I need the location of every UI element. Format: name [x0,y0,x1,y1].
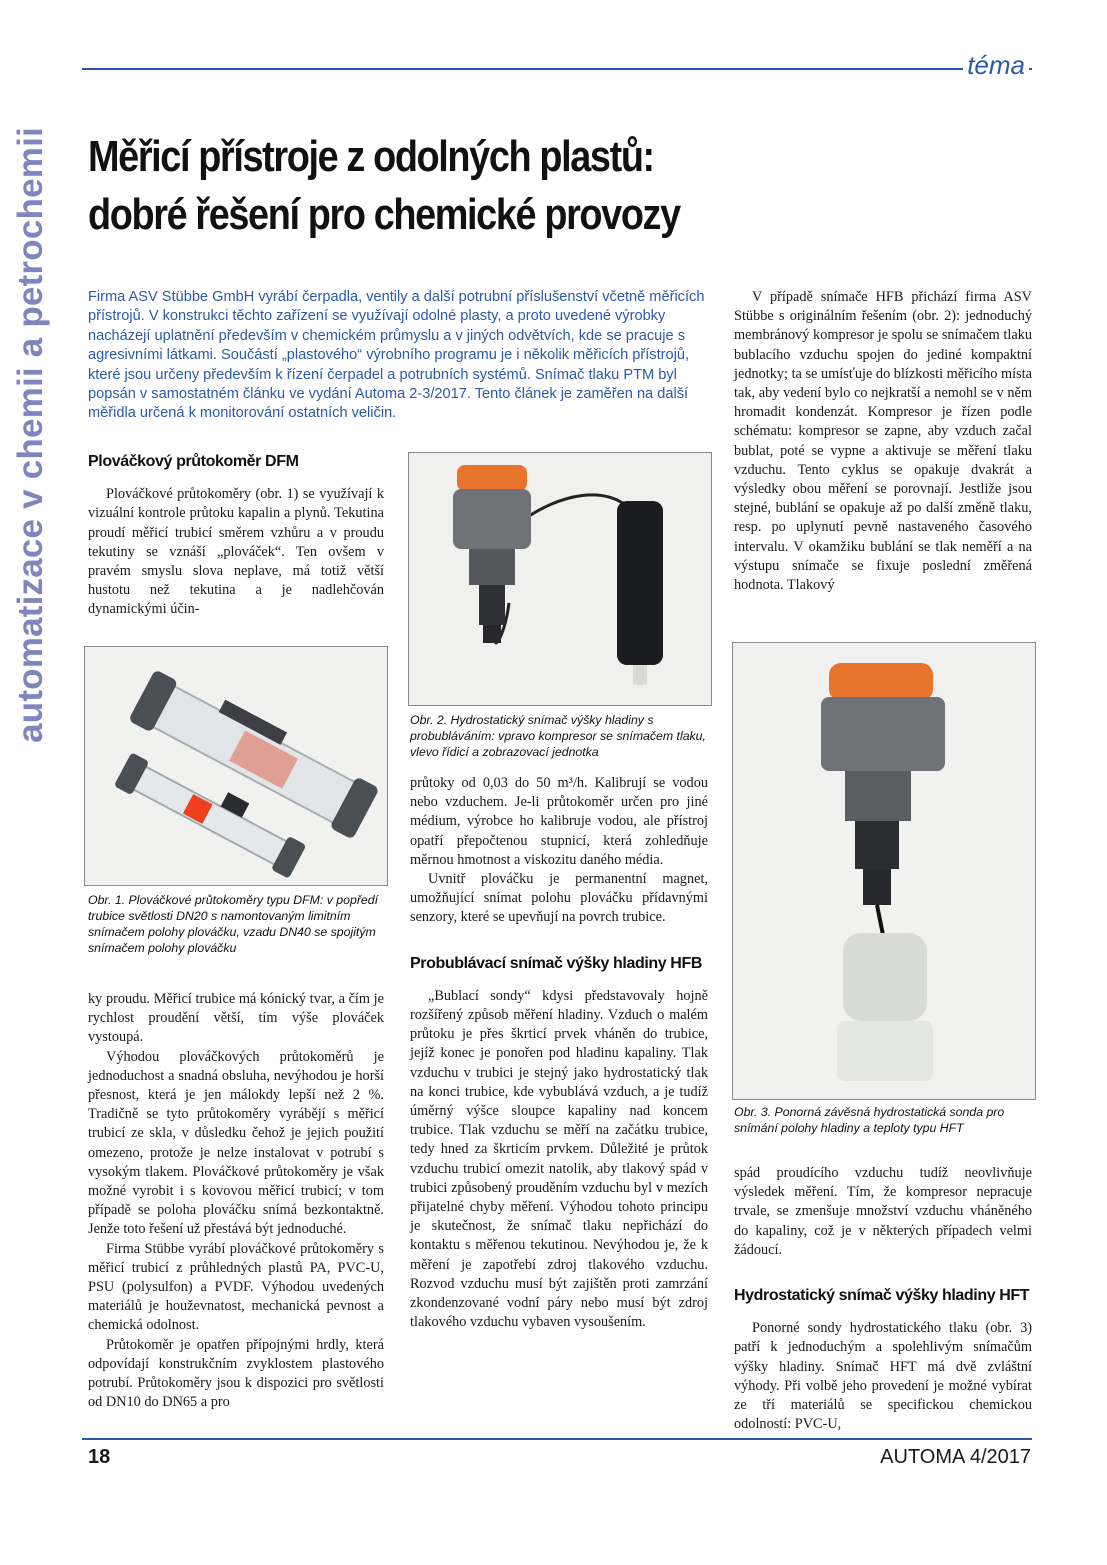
paragraph: Ponorné sondy hydrostatického tlaku (obr. 3) patří k jednoduchým a spolehlivým snímačům výšky hladiny. Snímač HFT má dvě zvláštní výhody. Při volbě jeho provedení je možné vybírat ze tří materiálů se specifickou chemickou odolností: PVC-U, [734,1320,1032,1433]
figure-1-photo [84,646,388,886]
section-label: téma [963,50,1029,81]
heading-dfm: Plováčkový průtokoměr DFM [88,453,299,470]
figure-3-caption: Obr. 3. Ponorná závěsná hydrostatická sonda pro snímání polohy hladiny a teploty typu HFT [734,1105,1005,1135]
lead-paragraph: Firma ASV Stübbe GmbH vyrábí čerpadla, ventily a další potrubní příslušenství včetně měřicích přístrojů. V konstrukci těchto zařízení se využívají odolné plasty, a proto uvedené výrobky nacházejí uplatnění především v chemickém průmyslu a v jiných odvětvích, kde se pracuje s agresivními látkami. Součástí „plastového“ výrobního programu je i několik měřicích přístrojů, které jsou určeny především k řízení čerpadel a potrubních systémů. Snímač tlaku PTM byl popsán v samostatném článku ve vydání Automa 2-3/2017. Tento článek je zaměřen na další měřidla určená k monitorování ostatních veličin. [88,289,705,422]
column-3-bottom [734,1164,1032,1434]
figure-1-caption: Obr. 1. Plováčkové průtokoměry typu DFM: v popředí trubice světlosti DN20 s namontovaným limitním snímačem polohy plováčku, vzadu DN40 se spojitým snímačem polohy plováčku [88,893,379,955]
title-line-1: Měřicí přístroje z odolných plastů: [88,132,654,181]
column-2 [410,774,708,1332]
heading-hfb: Probublávací snímač výšky hladiny HFB [410,954,702,972]
paragraph: ky proudu. Měřicí trubice má kónický tvar, a čím je rychlost proudění větší, tím výše plováček vystoupá. [88,991,384,1046]
title-line-2: dobré řešení pro chemické provozy [88,190,680,239]
paragraph: průtoky od 0,03 do 50 m³/h. Kalibrují se vodou nebo vzduchem. Je-li průtokoměr určen pro jiné médium, výrobce ho kalibruje vodou, ale přístroj opatří přepočtenou stupnicí, která zohledňuje měrnou hmotnost a viskozitu daného média. [410,775,708,868]
paragraph: Průtokoměr je opatřen přípojnými hrdly, která odpovídají konstrukčním zvyklostem plastového potrubí. Průtokoměry jsou k dispozici pro světlosti od DN10 do DN65 a pro [88,1336,384,1411]
paragraph: „Bublací sondy“ kdysi představovaly hojně rozšířený způsob měření hladiny. Vzduch o malém průtoku je přes škrticí prvek vháněn do trubice, jejíž konec je ponořen pod hladinu kapaliny. Tlak vzduchu v trubici je stejný jako hydrostatický tlak na konci trubice, kde vybublává vzduch, a je tudíž úměrný výšce sloupce kapaliny nad koncem trubice. Tlak vzduchu se měří na začátku trubice, tedy hned za škrticím prvkem. Důležité je průtok vzduchu trubicí omezit natolik, aby tlakový spád v trubici způsobený prouděním vzduchu byl v mezích přijatelné chyby měření. Výhodou tohoto principu je skutečnost, že snímač tlaku nepřichází do kontaktu s měřenou tekutinou. Nevýhodou je, že k měření je zapotřebí zdroj tlakového vzduchu. Rozvod vzduchu musí být zajištěn proti zamrzání zkondenzované vodní páry nebo musí být zdroj tlakového vzduchu vybaven vysoušením. [410,987,708,1331]
header-rule [82,68,1032,70]
magazine-issue: AUTOMA 4/2017 [880,1446,1031,1468]
paragraph: Plováčkové průtokoměry (obr. 1) se využívají k vizuální kontrole průtoku kapalin a plynů. Tekutina proudí měřicí trubicí směrem vzhůru a v proudu tekutiny se vznáší „plováček“. Ten ovšem v pravém smyslu slova neplave, má totiž větší hustotu než tekutina a je nadlehčován dynamickými účin- [88,486,384,618]
paragraph: Výhodou plováčkových průtokoměrů je jednoduchost a snadná obsluha, nevýhodou je horší přesnost, která je jen málokdy lepší než 2 %. Tradičně se tyto průtokoměry vyrábějí s měřicí trubicí ze skla, v důsledku čehož je jejich použití omezeno, protože je nelze instalovat v potrubí s vysokým tlakem. Plováčkové průtokoměry je však možné vyrobit i s kovovou měřicí trubicí; v tom případě se poloha plováčku snímá bezkontaktně. Jenže toto řešení už přestává být jednoduché. [88,1048,384,1238]
heading-hft: Hydrostatický snímač výšky hladiny HFT [734,1287,1030,1305]
column-1-top [88,452,384,620]
figure-3-photo [732,642,1036,1100]
footer-rule [82,1438,1032,1440]
paragraph: Firma Stübbe vyrábí plováčkové průtokoměry s měřicí trubicí z průhledných plastů PA, PVC-U, PSU (polysulfon) a PVDF. Výhodou uvedených materiálů je houževnatost, mechanická pevnost a chemická odolnost. [88,1240,384,1334]
paragraph: Uvnitř plováčku je permanentní magnet, umožňující snímat polohu plováčku přídavnými senzory, které se upevňují na povrch trubice. [410,871,708,926]
sidebar-text: automatizace v chemii a petrochemii [11,127,50,743]
figure-2-caption: Obr. 2. Hydrostatický snímač výšky hladiny s probubláváním: vpravo kompresor se snímačem tlaku, vlevo řídicí a zobrazovací jednotka [410,713,706,759]
sidebar-vertical-title [6,80,56,790]
paragraph: spád proudícího vzduchu tudíž neovlivňuje výsledek měření. Tím, že kompresor nepracuje trvale, se zmenšuje množství vzduchu vháněného do kapaliny, což je v některých případech velmi žádoucí. [734,1165,1032,1258]
hfb-sensor-illustration [409,453,711,705]
column-3-top [734,288,1032,595]
article-title [88,128,862,244]
figure-2-photo [408,452,712,706]
hft-probe-illustration [733,643,1035,1099]
page-number: 18 [88,1446,111,1468]
column-1-bottom [88,990,384,1412]
paragraph: V případě snímače HFB přichází firma ASV Stübbe s originálním řešením (obr. 2): jednoduchý membránový kompresor je spolu se snímačem tlaku bublacího vzduchu spojen do jediné kompaktní jednotky; ta se umísťuje do blízkosti měřicího místa tak, aby vedení bylo co nejkratší a nemohl se v něm hromadit kondenzát. Kompresor je řízen podle schématu: kompresor se zapne, aby vzduch začal bublat, poté se vypne a aktivuje se měření tlaku vzduchu. Tento cyklus se opakuje dvakrát a výsledky obou měření se porovnají. Jestliže jsou stejné, bublání se opakuje až po další změně tlaku, resp. po uplynutí pevně nastaveného časového intervalu. V okamžiku bublání se tlak neměří a na výstupu snímače se fixuje poslední změřená hodnota. Tlakový [734,289,1032,594]
flowmeter-illustration [85,647,387,885]
